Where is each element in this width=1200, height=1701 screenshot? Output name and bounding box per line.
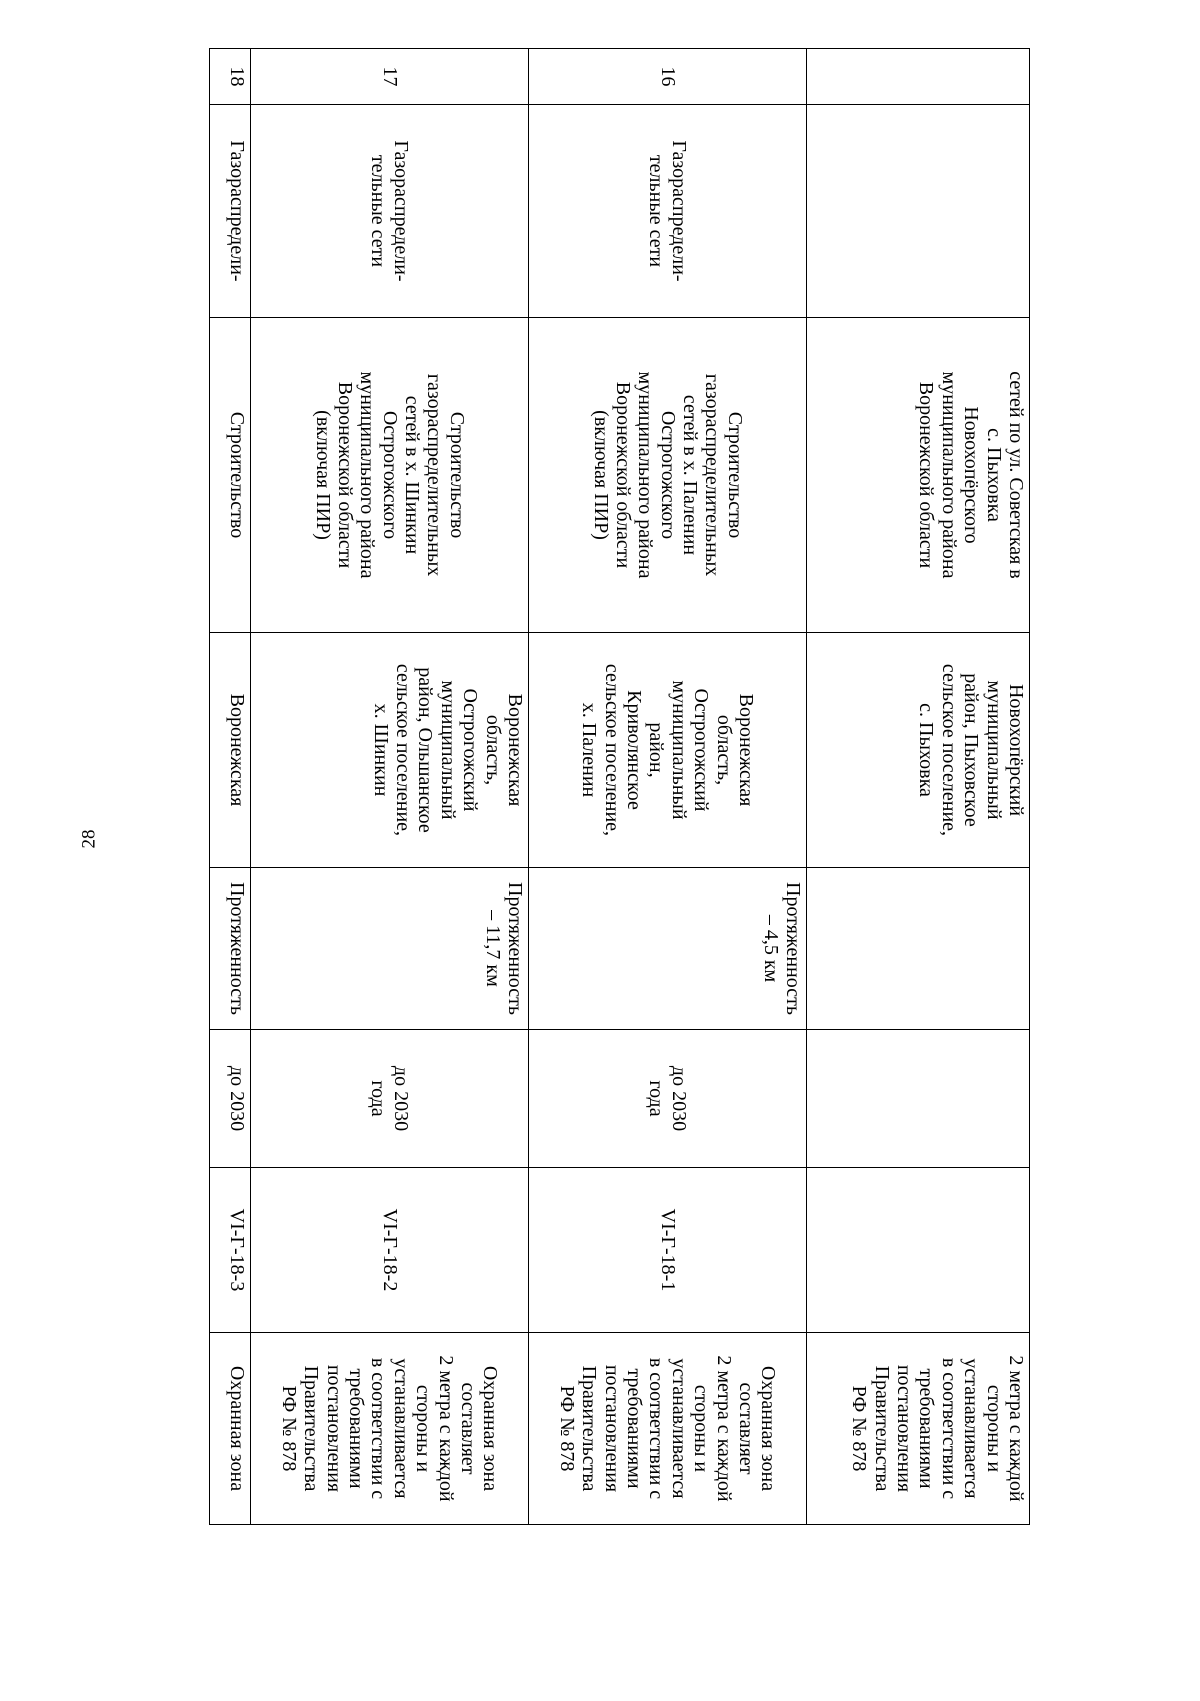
- table-row: [251, 49, 529, 1525]
- location-cell: Воронежская: [210, 633, 251, 868]
- objects-table: [209, 48, 1030, 1525]
- object-name-cell: Строительство газораспределительных сетей в х. Шинкин Острогожского муниципального района Воронежской области (включая ПИР): [251, 318, 529, 633]
- zone-cell: 2 метра с каждой стороны и устанавливается в соответствии с требованиями постановления Правительства РФ № 878: [807, 1333, 1030, 1525]
- code-cell: VI-Г-18-1: [529, 1168, 807, 1333]
- row-number-cell: 18: [210, 49, 251, 105]
- row-number-cell: [807, 49, 1030, 105]
- characteristics-cell: Протяженность – 4,5 км: [529, 868, 807, 1030]
- object-type-cell: Газораспредели- тельные сети: [529, 105, 807, 318]
- code-cell: VI-Г-18-2: [251, 1168, 529, 1333]
- characteristics-cell: Протяженность – 11,7 км: [251, 868, 529, 1030]
- object-type-cell: Газораспредели-: [210, 105, 251, 318]
- location-cell: Воронежская область, Острогожский муниципальный район, Криволянское сельское поселение, х. Паленин: [529, 633, 807, 868]
- location-cell: Воронежская область, Острогожский муниципальный район, Ольшанское сельское поселение, х. Шинкин: [251, 633, 529, 868]
- deadline-cell: до 2030: [210, 1030, 251, 1168]
- object-name-cell: сетей по ул. Советская в с. Пыховка Новохопёрского муниципального района Воронежской области: [807, 318, 1030, 633]
- zone-cell: Охранная зона составляет 2 метра с каждой стороны и устанавливается в соответствии с требованиями постановления Правительства РФ № 878: [529, 1333, 807, 1525]
- page-number: 28: [78, 829, 100, 849]
- location-cell: Новохопёрский муниципальный район, Пыховское сельское поселение, с. Пыховка: [807, 633, 1030, 868]
- deadline-cell: до 2030 года: [251, 1030, 529, 1168]
- object-name-cell: Строительство газораспределительных сетей в х. Паленин Острогожского муниципального района Воронежской области (включая ПИР): [529, 318, 807, 633]
- characteristics-cell: [807, 868, 1030, 1030]
- table-row: [210, 49, 251, 1525]
- table-row: [529, 49, 807, 1525]
- zone-cell: Охранная зона составляет 2 метра с каждой стороны и устанавливается в соответствии с требованиями постановления Правительства РФ № 878: [251, 1333, 529, 1525]
- characteristics-cell: Протяженность: [210, 868, 251, 1030]
- deadline-cell: до 2030 года: [529, 1030, 807, 1168]
- object-name-cell: Строительство: [210, 318, 251, 633]
- row-number-cell: 16: [529, 49, 807, 105]
- object-type-cell: [807, 105, 1030, 318]
- deadline-cell: [807, 1030, 1030, 1168]
- code-cell: VI-Г-18-3: [210, 1168, 251, 1333]
- zone-cell: Охранная зона: [210, 1333, 251, 1525]
- object-type-cell: Газораспредели- тельные сети: [251, 105, 529, 318]
- row-number-cell: 17: [251, 49, 529, 105]
- table-row: [807, 49, 1030, 1525]
- rotated-table-wrapper: [210, 48, 1030, 1524]
- code-cell: [807, 1168, 1030, 1333]
